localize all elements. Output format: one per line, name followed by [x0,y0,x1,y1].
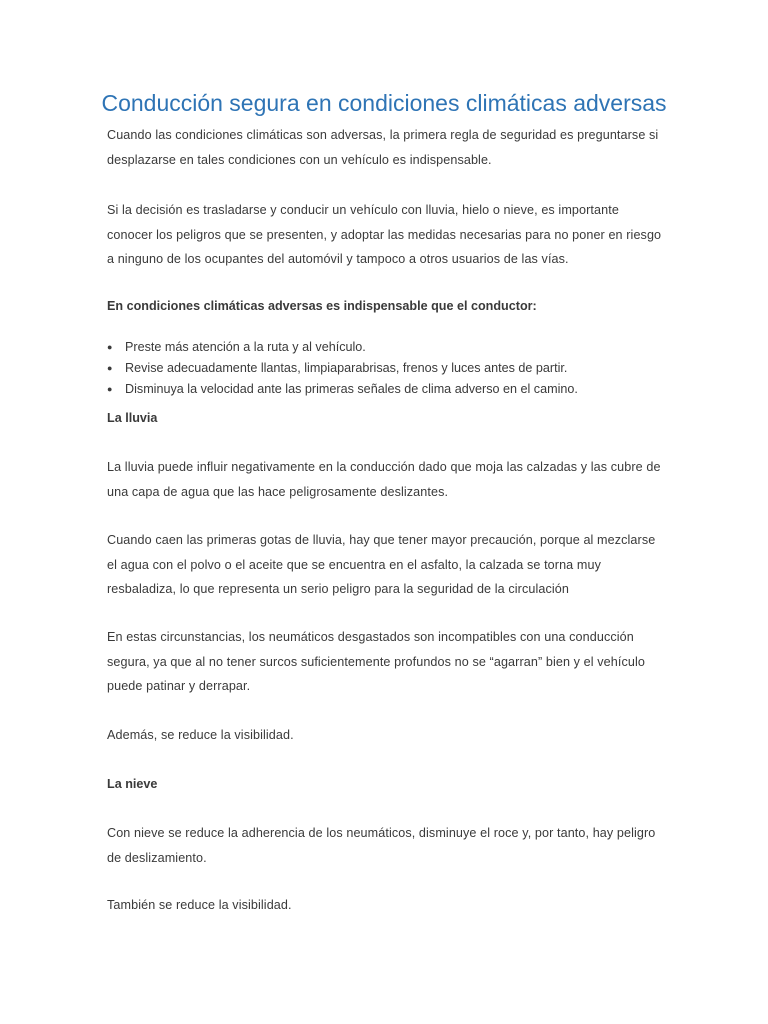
intro-paragraph: Cuando las condiciones climáticas son adversas, la primera regla de seguridad es preguntarse si desplazarse en tales condiciones con un vehículo es indispensable. [107,128,659,167]
page-title: Conducción segura en condiciones climáticas adversas [101,90,667,116]
rain-heading: La lluvia [107,411,158,425]
conditions-list [107,337,578,400]
list-item-text: Revise adecuadamente llantas, limpiaparabrisas, frenos y luces antes de partir. [125,361,568,375]
snow-heading: La nieve [107,777,158,791]
rain-paragraph-3: En estas circunstancias, los neumáticos desgastados son incompatibles con una conducción segura, ya que al no tener surcos suficientemente profundos no se “agarran” bien y el vehículo puede patinar y derrapar. [107,630,645,693]
snow-paragraph-1: Con nieve se reduce la adherencia de los neumáticos, disminuye el roce y, por tanto, hay peligro de deslizamiento. [107,826,656,865]
list-item [107,358,578,379]
bullet-icon: ● [107,363,113,373]
rain-paragraph-1: La lluvia puede influir negativamente en la conducción dado que moja las calzadas y las cubre de una capa de agua que las hace peligrosamente deslizantes. [107,460,661,499]
list-item-text: Preste más atención a la ruta y al vehículo. [125,340,366,354]
list-item [107,337,578,358]
list-item-text: Disminuya la velocidad ante las primeras señales de clima adverso en el camino. [125,382,578,396]
rain-paragraph-4: Además, se reduce la visibilidad. [107,728,294,742]
list-item [107,379,578,400]
snow-paragraph-2: También se reduce la visibilidad. [107,898,292,912]
decision-paragraph: Si la decisión es trasladarse y conducir un vehículo con lluvia, hielo o nieve, es importante conocer los peligros que se presenten, y adoptar las medidas necesarias para no poner en riesgo a ninguno de los ocupantes del automóvil y tampoco a otros usuarios de las vías. [107,203,662,266]
bullet-icon: ● [107,342,113,352]
conditions-heading: En condiciones climáticas adversas es indispensable que el conductor: [107,299,537,313]
rain-paragraph-2: Cuando caen las primeras gotas de lluvia, hay que tener mayor precaución, porque al mezclarse el agua con el polvo o el aceite que se encuentra en el asfalto, la calzada se torna muy resbaladiza, lo que representa un serio peligro para la seguridad de la circulación [107,533,656,596]
bullet-icon: ● [107,384,113,394]
